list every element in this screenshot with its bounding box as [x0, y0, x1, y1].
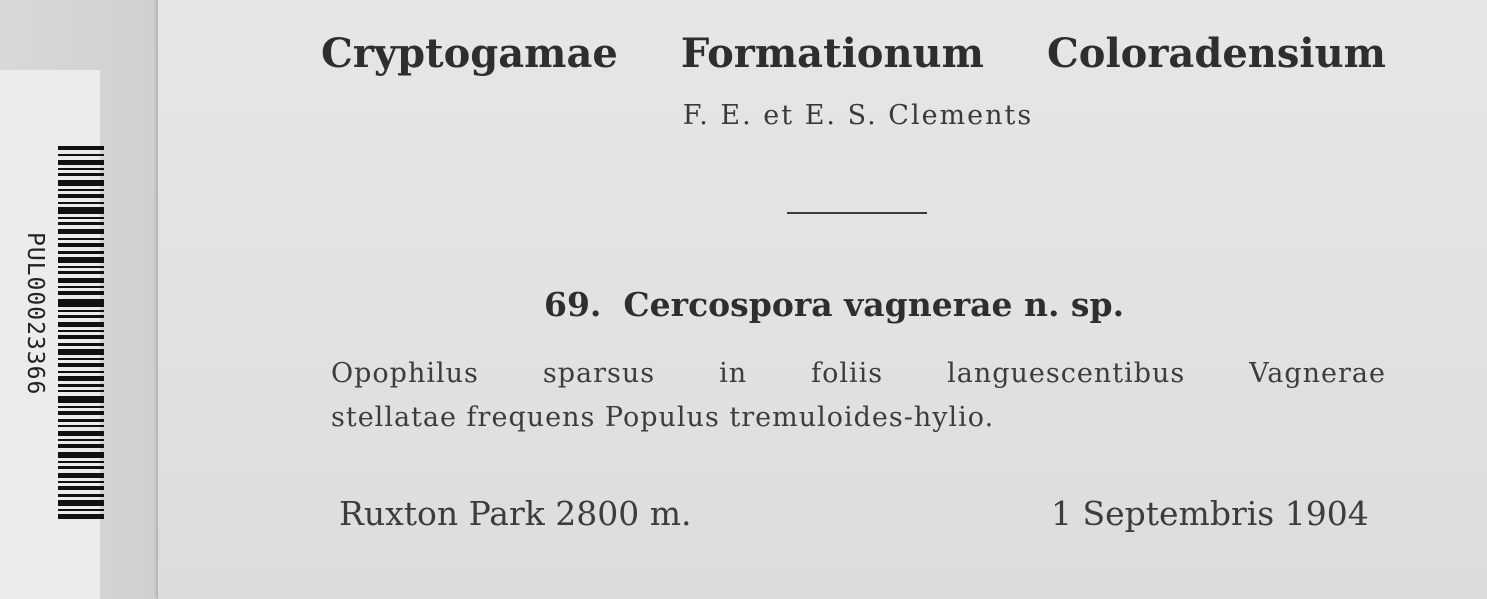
description-line-2: stellatae frequens Populus tremuloides-hylio.	[331, 402, 995, 433]
species-description	[331, 352, 1386, 440]
label-authors: F. E. et E. S. Clements	[682, 100, 1034, 131]
collection-date: 1 Septembris 1904	[1051, 494, 1369, 533]
specimen-label-card	[158, 0, 1487, 599]
barcode-number: PUL00023366	[22, 232, 48, 396]
species-number: 69.	[544, 285, 602, 324]
collection-locality: Ruxton Park 2800 m.	[339, 494, 692, 533]
description-line-1	[331, 352, 1386, 396]
divider-rule	[787, 212, 927, 214]
title-word-3: Coloradensium	[1046, 30, 1386, 77]
title-word-1: Cryptogamae	[321, 30, 618, 77]
species-heading	[544, 285, 1364, 324]
description-word: foliis	[811, 358, 884, 389]
barcode-icon	[58, 146, 104, 522]
description-word: Vagnerae	[1249, 358, 1386, 389]
title-word-2: Formationum	[680, 30, 984, 77]
description-word: in	[719, 358, 748, 389]
label-title	[321, 30, 1386, 77]
description-word: Opophilus	[331, 358, 479, 389]
description-word: languescentibus	[947, 358, 1186, 389]
description-word: sparsus	[542, 358, 656, 389]
species-name: Cercospora vagnerae n. sp.	[623, 285, 1125, 324]
